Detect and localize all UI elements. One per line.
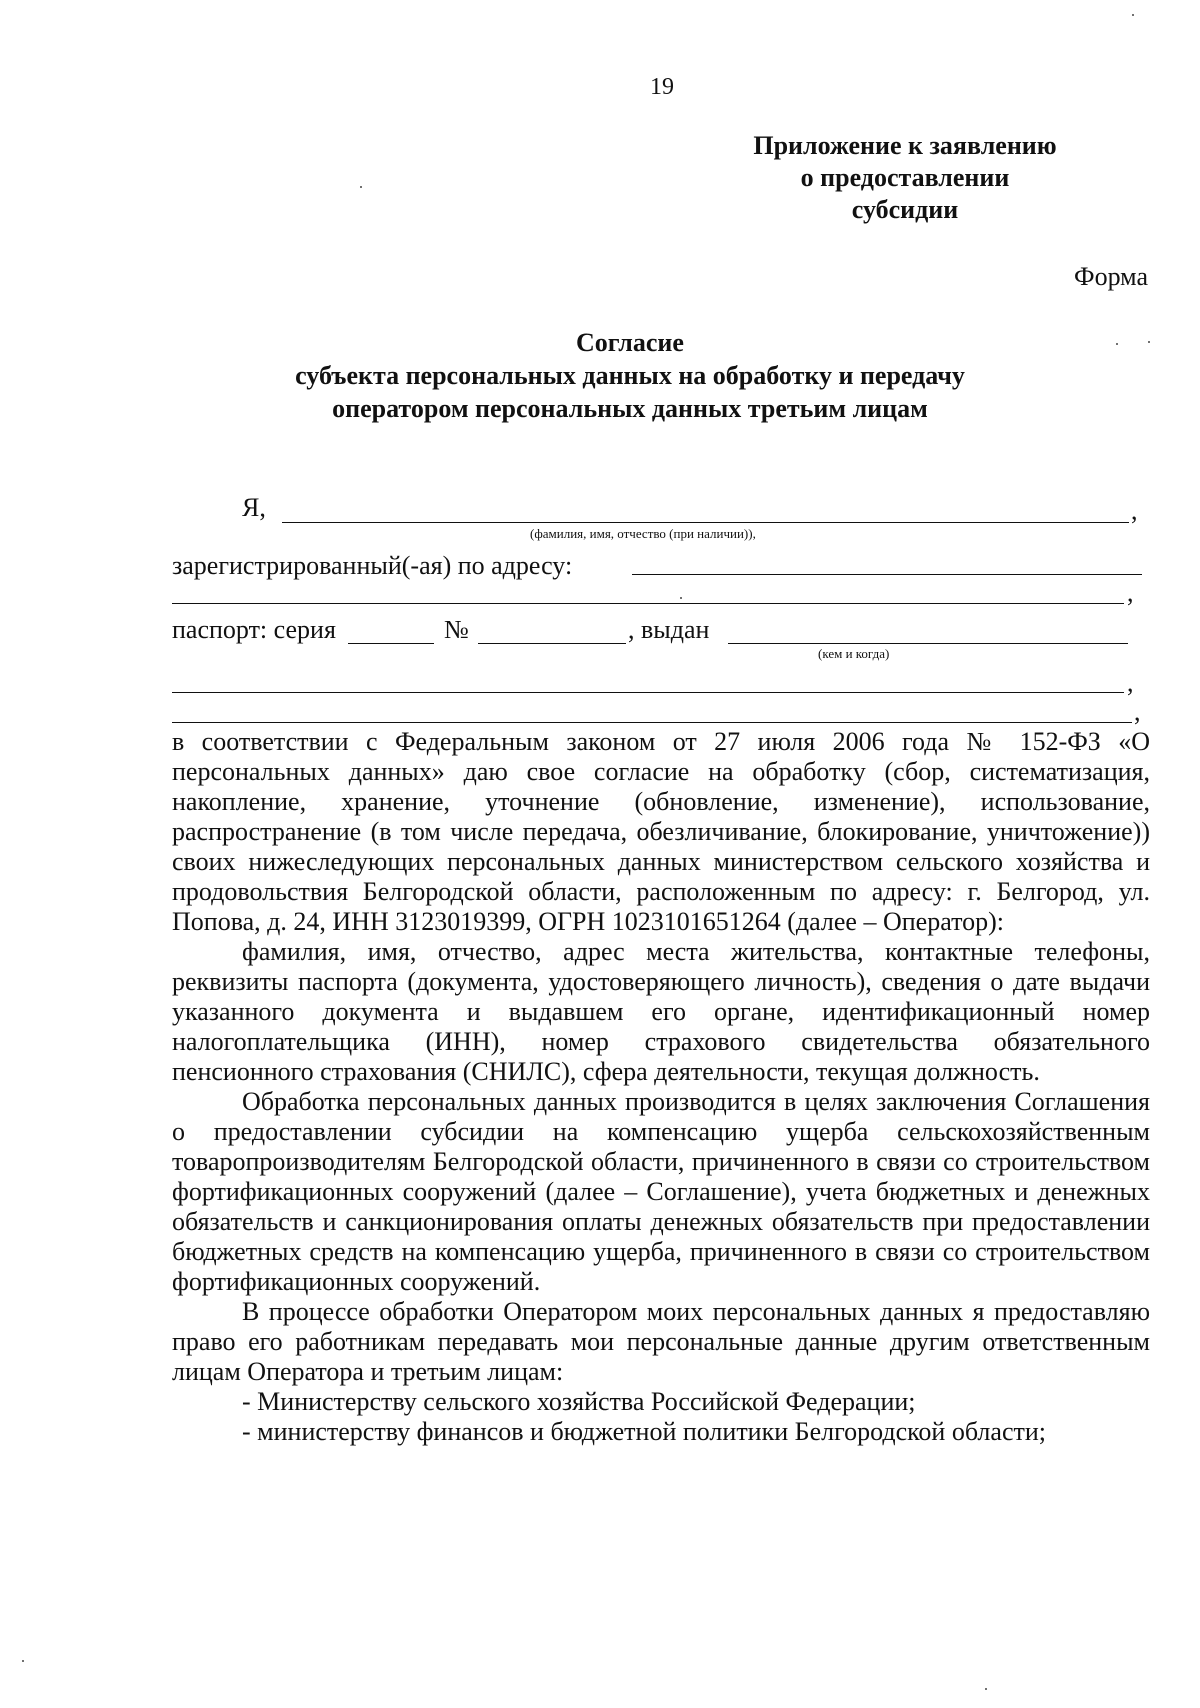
scan-speck xyxy=(985,1688,987,1690)
issued-caption: (кем и когда) xyxy=(818,646,890,661)
document-title xyxy=(160,326,1100,425)
issued-comma-1: , xyxy=(1127,668,1134,697)
scan-speck xyxy=(1132,14,1134,16)
title-line-2: субъекта персональных данных на обработку и передачу xyxy=(295,361,965,390)
form-label: Форма xyxy=(1074,262,1148,291)
passport-number-blank[interactable] xyxy=(478,643,626,644)
page-number: 19 xyxy=(650,74,674,100)
scan-speck xyxy=(22,1660,24,1662)
recipient-list-item-1: - Министерству сельского хозяйства Российской Федерации; xyxy=(242,1387,916,1416)
registered-label: зарегистрированный(-ая) по адресу: xyxy=(172,551,573,580)
address-blank-line-2[interactable] xyxy=(172,603,1124,604)
issued-comma-2: , xyxy=(1134,697,1141,726)
consent-paragraph-1: в соответствии с Федеральным законом от 27 июля 2006 года № 152-ФЗ «О персональных данных» даю свое согласие на обработку (сбор, систематизация, накопление, хранение, уточнение (обновление, изменение), использование, распространение (в том числе передача, обезличивание, блокирование, уничтожение)) своих нижеследующих персональных данных министерством сельского хозяйства и продовольствия Белгородской области, расположенным по адресу: г. Белгород, ул. Попова, д. 24, ИНН 3123019399, ОГРН 1023101651264 (далее – Оператор): xyxy=(172,727,1150,936)
scan-speck xyxy=(680,597,682,599)
fio-comma: , xyxy=(1131,496,1138,525)
consent-paragraph-4: В процессе обработки Оператором моих персональных данных я предоставляю право его работникам передавать мои персональные данные другим ответственным лицам Оператора и третьим лицам: xyxy=(172,1297,1150,1386)
appendix-line-1: Приложение к заявлению xyxy=(753,131,1057,160)
passport-series-label: паспорт: серия xyxy=(172,615,336,644)
ya-label: Я, xyxy=(242,493,266,522)
title-line-3: оператором персональных данных третьим лицам xyxy=(332,394,928,423)
passport-series-blank[interactable] xyxy=(348,643,434,644)
address-comma: , xyxy=(1127,578,1134,607)
consent-paragraph-3: Обработка персональных данных производится в целях заключения Соглашения о предоставлении субсидии на компенсацию ущерба сельскохозяйственным товаропроизводителям Белгородской области, причиненного в связи со строительством фортификационных сооружений (далее – Соглашение), учета бюджетных и денежных обязательств и санкционирования оплаты денежных обязательств при предоставлении бюджетных средств на компенсацию ущерба, причиненного в связи со строительством фортификационных сооружений. xyxy=(172,1087,1150,1296)
title-line-1: Согласие xyxy=(576,328,684,357)
consent-paragraph-2: фамилия, имя, отчество, адрес места жительства, контактные телефоны, реквизиты паспорта (документа, удостоверяющего личность), сведения о дате выдачи указанного документа и выдавшем его органе, идентификационный номер налогоплательщика (ИНН), номер страхового свидетельства обязательного пенсионного страхования (СНИЛС), сфера деятельности, текущая должность. xyxy=(172,937,1150,1086)
appendix-line-2: о предоставлении xyxy=(800,163,1010,192)
issued-blank-line[interactable] xyxy=(728,643,1128,644)
fio-caption: (фамилия, имя, отчество (при наличии)), xyxy=(530,526,756,541)
issued-blank-line-3[interactable] xyxy=(172,722,1132,723)
appendix-header xyxy=(725,130,1085,226)
issued-label: , выдан xyxy=(628,615,710,644)
address-blank-line-1[interactable] xyxy=(632,574,1142,575)
scan-speck xyxy=(1148,341,1150,343)
fio-blank-line[interactable] xyxy=(282,522,1129,523)
appendix-line-3: субсидии xyxy=(851,195,959,224)
scan-speck xyxy=(360,186,362,188)
issued-blank-line-2[interactable] xyxy=(172,692,1124,693)
passport-number-label: № xyxy=(444,615,469,644)
consent-body xyxy=(172,727,1150,1447)
recipient-list-item-2: - министерству финансов и бюджетной политики Белгородской области; xyxy=(242,1417,1046,1446)
scan-speck xyxy=(1116,343,1118,345)
